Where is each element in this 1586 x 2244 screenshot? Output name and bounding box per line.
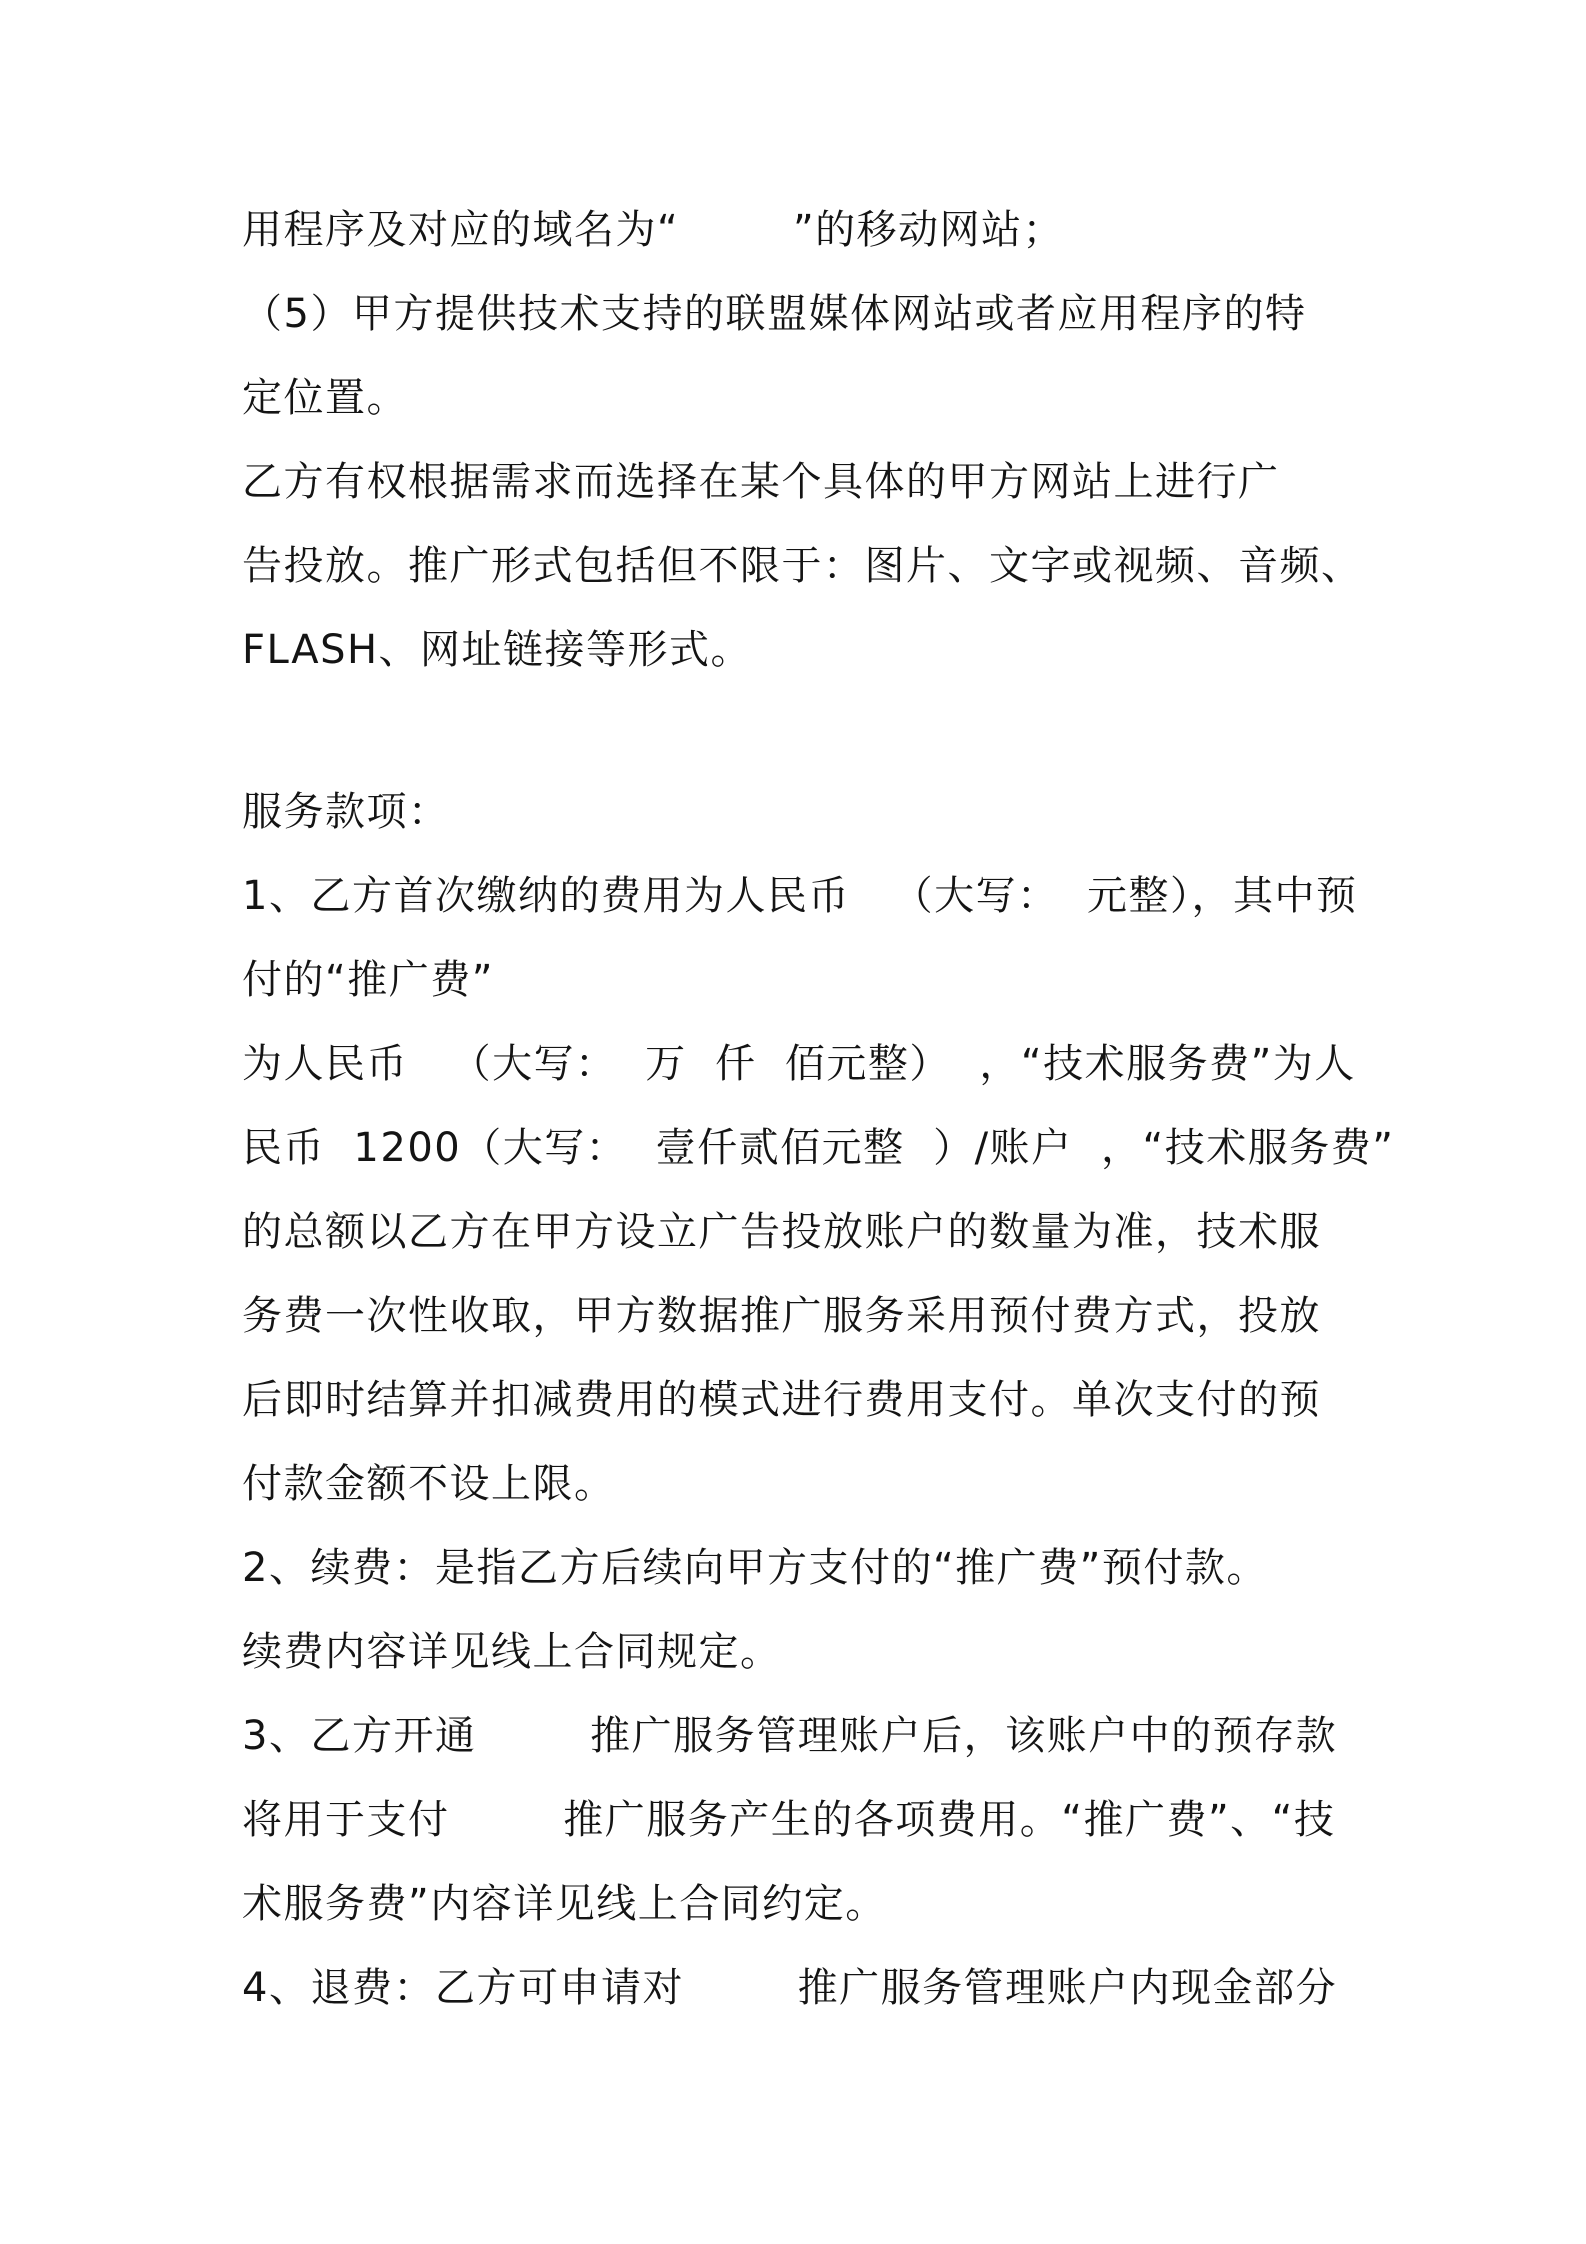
section-heading: 服务款项： [242, 789, 450, 835]
text-line-19: 将用于支付 推广服务产生的各项费用。“推广费”、“技 [242, 1797, 1336, 1843]
text-line-12: 的总额以乙方在甲方设立广告投放账户的数量为准，技术服 [242, 1209, 1321, 1255]
text-line-15: 付款金额不设上限。 [242, 1461, 616, 1507]
text-line-16: 2、续费：是指乙方后续向甲方支付的“推广费”预付款。 [242, 1545, 1268, 1591]
text-line-4: 乙方有权根据需求而选择在某个具体的甲方网站上进行广 [242, 459, 1280, 505]
text-line-6: FLASH、网址链接等形式。 [242, 627, 753, 673]
text-line-21: 4、退费：乙方可申请对 推广服务管理账户内现金部分 [242, 1965, 1338, 2011]
text-line-10: 为人民币 （大写： 万 仟 佰元整） ，“技术服务费”为人 [242, 1041, 1356, 1087]
text-line-17: 续费内容详见线上合同规定。 [242, 1629, 782, 1675]
text-line-20: 术服务费”内容详见线上合同约定。 [242, 1881, 887, 1927]
text-line-3: 定位置。 [242, 375, 408, 421]
text-line-13: 务费一次性收取，甲方数据推广服务采用预付费方式，投放 [242, 1293, 1321, 1339]
text-line-14: 后即时结算并扣减费用的模式进行费用支付。单次支付的预 [242, 1377, 1321, 1423]
text-line-18: 3、乙方开通 推广服务管理账户后，该账户中的预存款 [242, 1713, 1338, 1759]
text-line-9: 付的“推广费” [242, 957, 494, 1003]
text-line-2: （5）甲方提供技术支持的联盟媒体网站或者应用程序的特 [242, 291, 1307, 337]
text-line-5: 告投放。推广形式包括但不限于：图片、文字或视频、音频、 [242, 543, 1363, 589]
text-line-1: 用程序及对应的域名为“ ”的移动网站； [242, 207, 1065, 253]
text-line-11: 民币 1200（大写： 壹仟贰佰元整 ）/账户 ，“技术服务费” [242, 1125, 1395, 1171]
text-line-8: 1、乙方首次缴纳的费用为人民币 （大写： 元整），其中预 [242, 873, 1358, 919]
